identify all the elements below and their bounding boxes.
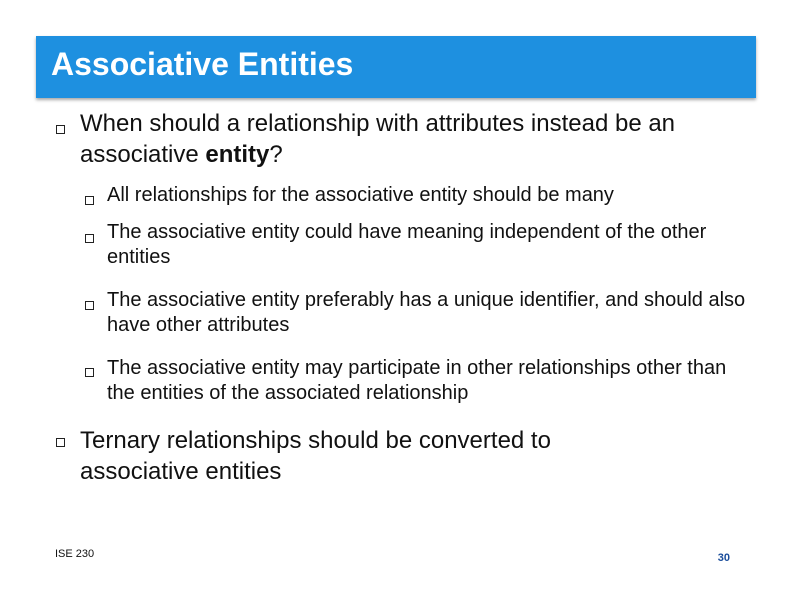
bullet-text-1-part-b: ?: [269, 141, 283, 168]
bullet-text-1-bold: entity: [205, 141, 270, 168]
page-number: 30: [717, 552, 730, 564]
bullet-text-2: Ternary relationships should be converted to associative entities: [80, 427, 551, 485]
bullet-text-1-part-a: When should a relationship with attributes instead be an associative: [80, 110, 676, 168]
sub-bullet-text-1: All relationships for the associative entity should be many: [107, 184, 614, 206]
square-bullet-icon: [85, 196, 94, 205]
square-bullet-icon: [85, 301, 94, 310]
square-bullet-icon: [56, 438, 65, 447]
square-bullet-icon: [85, 234, 94, 243]
square-bullet-icon: [56, 125, 65, 134]
bullet-text-1: [80, 108, 760, 170]
sub-bullet-text-4: The associative entity may participate in other relationships other than the entities of the associated relationship: [107, 357, 727, 404]
square-bullet-icon: [85, 368, 94, 377]
title-bar: [36, 36, 756, 98]
slide-title: Associative Entities: [51, 46, 354, 82]
sub-bullet-text-3: The associative entity preferably has a unique identifier, and should also have other attributes: [107, 289, 746, 336]
sub-bullet-text-2: The associative entity could have meaning independent of the other entities: [107, 221, 707, 268]
footer-course: ISE 230: [55, 548, 95, 560]
